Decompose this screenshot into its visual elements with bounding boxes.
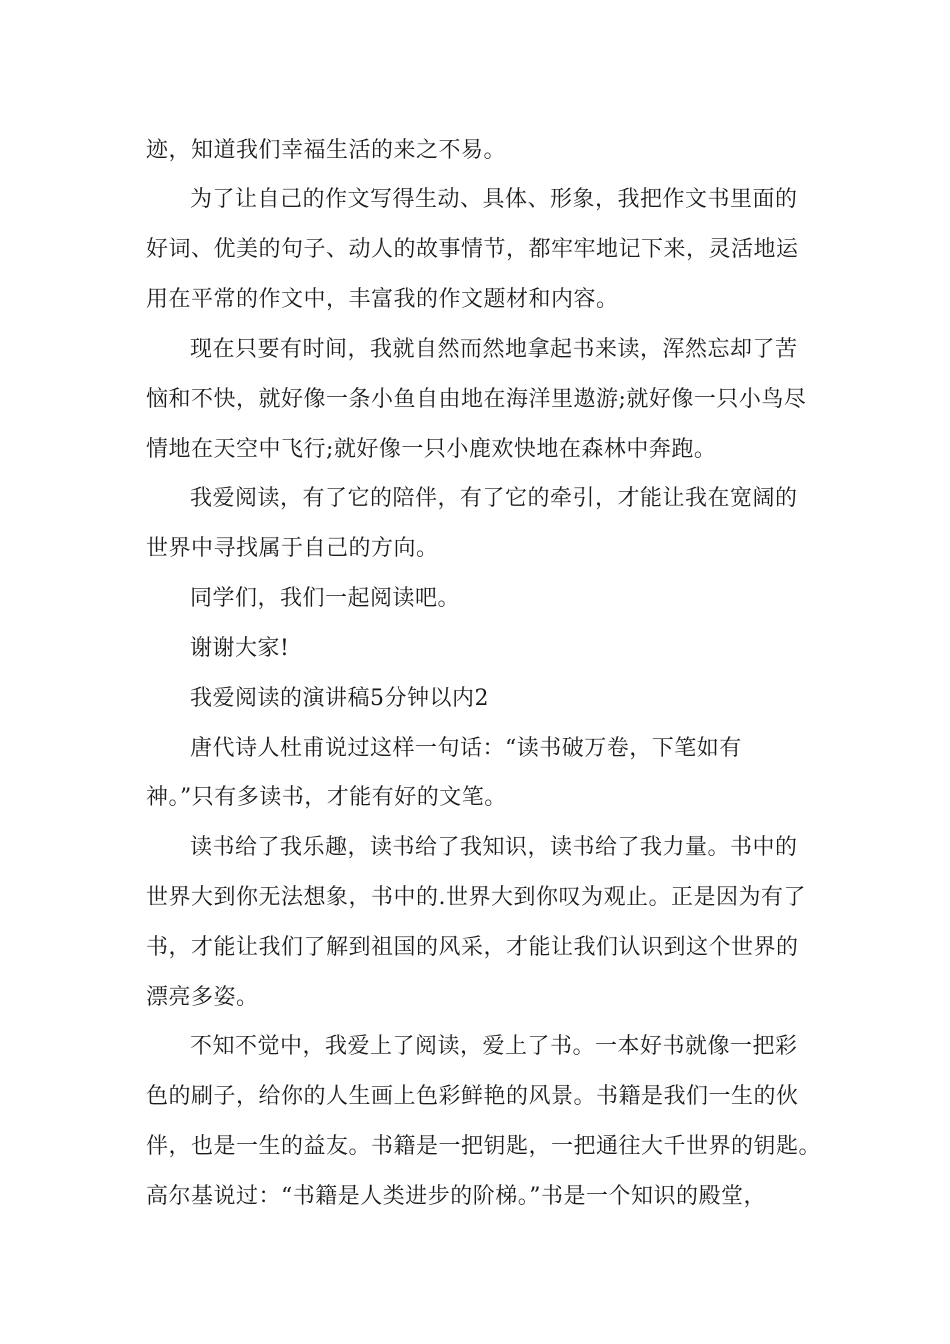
text-line: 现在只要有时间，我就自然而然地拿起书来读，浑然忘却了苦 [190, 337, 798, 362]
section-heading: 我爱阅读的演讲稿5分钟以内2 [190, 686, 489, 711]
text-line: 唐代诗人杜甫说过这样一句话：“读书破万卷，下笔如有 [190, 736, 742, 761]
text-line: 我爱阅读，有了它的陪伴，有了它的牵引，才能让我在宽阔的 [190, 486, 798, 511]
text-line: 为了让自己的作文写得生动、具体、形象，我把作文书里面的 [190, 187, 798, 212]
text-line: 恼和不快，就好像一条小鱼自由地在海洋里遨游;就好像一只小鸟尽 [146, 387, 807, 412]
text-line: 读书给了我乐趣，读书给了我知识，读书给了我力量。书中的 [190, 835, 798, 860]
text-line: 世界大到你无法想象，书中的.世界大到你叹为观止。正是因为有了 [146, 885, 806, 910]
text-line: 迹，知道我们幸福生活的来之不易。 [146, 138, 507, 163]
text-line: 不知不觉中，我爱上了阅读，爱上了书。一本好书就像一把彩 [190, 1034, 798, 1059]
text-line: 伴，也是一生的益友。书籍是一把钥匙，一把通往大千世界的钥匙。 [146, 1134, 822, 1159]
text-line: 高尔基说过：“书籍是人类进步的阶梯。”书是一个知识的殿堂， [146, 1184, 766, 1209]
text-line: 好词、优美的句子、动人的故事情节，都牢牢地记下来，灵活地运 [146, 237, 799, 262]
text-line: 世界中寻找属于自己的方向。 [146, 536, 439, 561]
text-line: 同学们，我们一起阅读吧。 [190, 586, 461, 611]
text-line: 情地在天空中飞行;就好像一只小鹿欢快地在森林中奔跑。 [146, 437, 717, 462]
text-line: 漂亮多姿。 [146, 985, 259, 1010]
text-line: 用在平常的作文中，丰富我的作文题材和内容。 [146, 287, 619, 312]
text-line: 神。”只有多读书，才能有好的文笔。 [146, 785, 507, 810]
text-line: 书，才能让我们了解到祖国的风采，才能让我们认识到这个世界的 [146, 935, 799, 960]
text-line: 谢谢大家! [190, 636, 290, 661]
text-line: 色的刷子，给你的人生画上色彩鲜艳的风景。书籍是我们一生的伙 [146, 1084, 799, 1109]
